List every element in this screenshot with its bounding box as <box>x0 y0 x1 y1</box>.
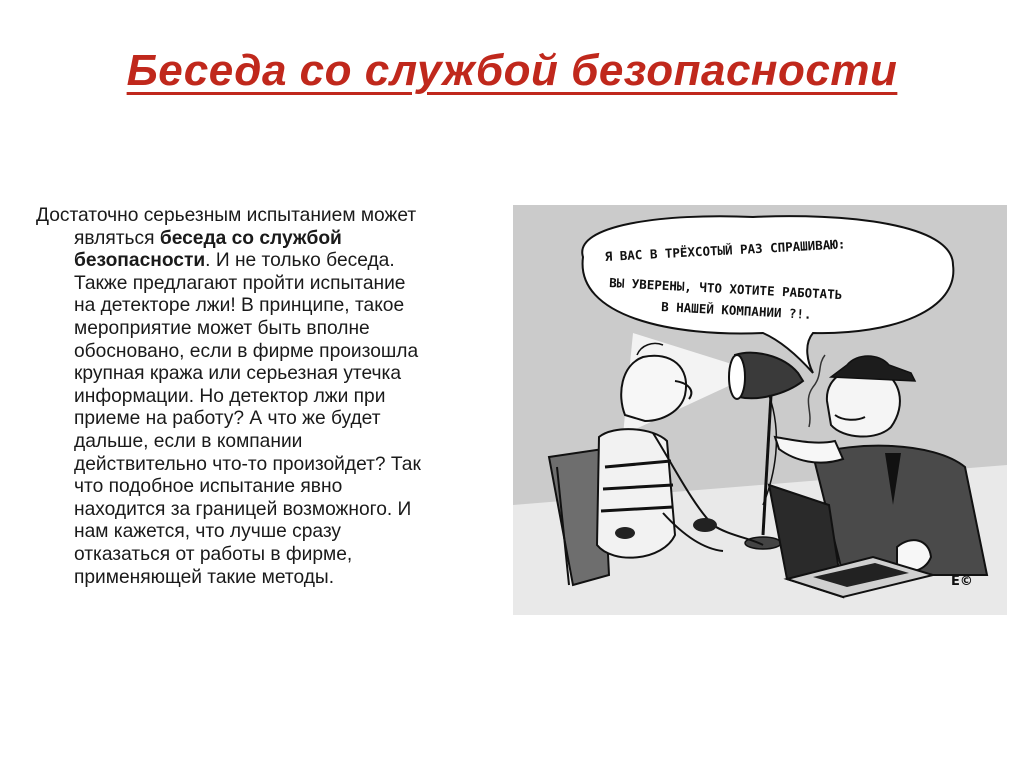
paragraph-line: мероприятие может быть вполне <box>74 317 370 339</box>
paragraph-line: обосновано, если в фирме произошла <box>74 340 419 362</box>
interrogation-cartoon <box>513 205 1007 615</box>
paragraph-line: действительно что-то произойдет? Так <box>74 453 421 475</box>
paragraph-line <box>36 228 501 251</box>
paragraph-line: отказаться от работы в фирме, <box>74 543 353 565</box>
paragraph-line: применяющей такие методы. <box>74 566 335 588</box>
paragraph-line: крупная кража или серьезная утечка <box>74 363 402 385</box>
paragraph-line <box>36 250 501 273</box>
paragraph-line: Также предлагают пройти испытание <box>74 272 406 294</box>
paragraph-line: нам кажется, что лучше сразу <box>74 521 342 543</box>
bubble-text-line: В НАШЕЙ КОМПАНИИ ?!. <box>660 299 812 322</box>
paragraph-text: являться <box>74 227 160 249</box>
paragraph-line: информации. Но детектор лжи при <box>74 385 386 407</box>
emphasis-text: безопасности <box>74 250 206 272</box>
bubble-text-line: ВЫ УВЕРЕНЫ, ЧТО ХОТИТЕ РАБОТАТЬ <box>608 275 843 303</box>
body-paragraph <box>36 205 501 589</box>
paragraph-line: дальше, если в компании <box>74 430 303 452</box>
paragraph-line: находится за границей возможного. И <box>74 498 412 520</box>
paragraph-line: приеме на работу? А что же будет <box>74 408 381 430</box>
bubble-text-line: Я ВАС В ТРЁХСОТЫЙ РАЗ СПРАШИВАЮ: <box>604 236 846 264</box>
paragraph-line: Достаточно серьезным испытанием может <box>36 205 417 226</box>
emphasis-text: беседа со службой <box>159 227 342 249</box>
paragraph-text: . И не только беседа. <box>205 250 395 272</box>
slide-title: Беседа со службой безопасности <box>126 46 898 95</box>
paragraph-line: что подобное испытание явно <box>74 476 343 498</box>
paragraph-line: на детекторе лжи! В принципе, такое <box>74 295 405 317</box>
artist-signature: Е© <box>951 574 973 589</box>
